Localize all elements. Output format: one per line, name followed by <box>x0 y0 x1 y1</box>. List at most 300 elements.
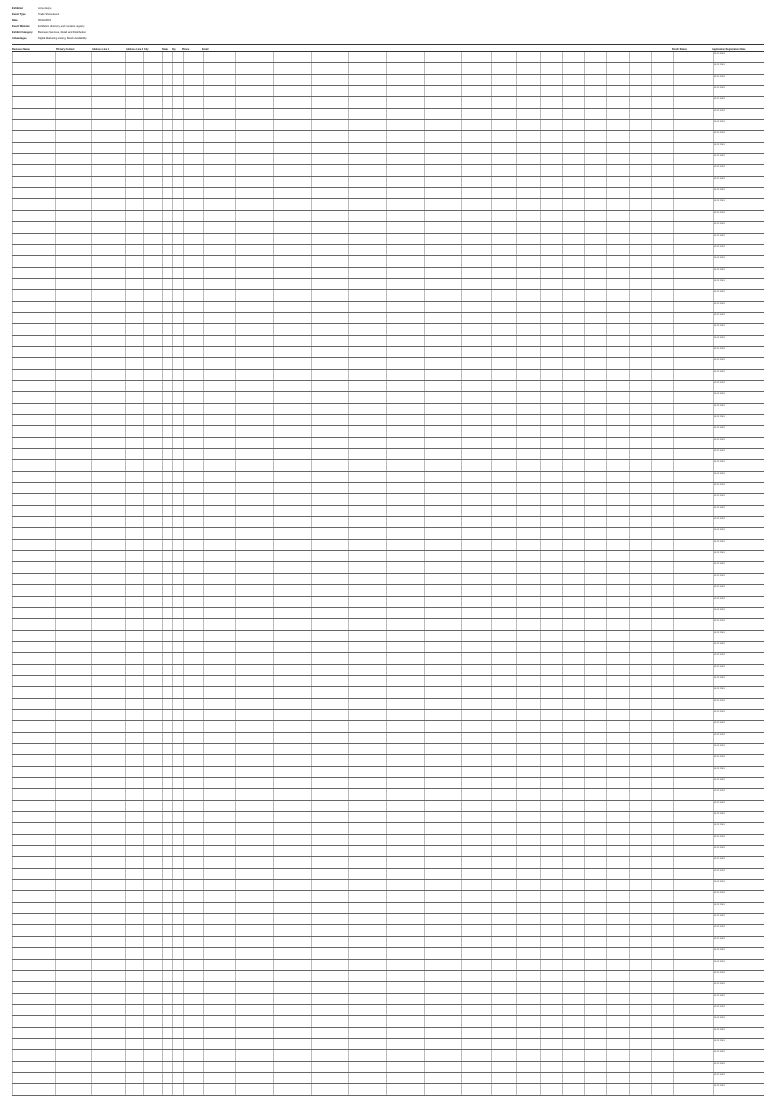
table-cell[interactable] <box>55 619 91 629</box>
table-row[interactable] <box>12 562 764 573</box>
table-cell[interactable] <box>584 131 606 141</box>
table-cell[interactable] <box>235 733 273 743</box>
table-cell[interactable] <box>424 426 462 436</box>
table-cell[interactable] <box>540 994 562 1004</box>
table-cell[interactable]: 09.12.2019 <box>713 86 764 96</box>
table-cell[interactable] <box>606 540 628 550</box>
table-cell[interactable] <box>235 937 273 947</box>
table-cell[interactable] <box>461 699 491 709</box>
table-cell[interactable] <box>606 574 628 584</box>
table-cell[interactable] <box>125 415 143 425</box>
table-cell[interactable] <box>162 63 173 73</box>
table-cell[interactable] <box>183 472 203 482</box>
table-cell[interactable] <box>55 801 91 811</box>
table-cell[interactable] <box>273 381 311 391</box>
table-cell[interactable] <box>12 540 55 550</box>
table-cell[interactable] <box>424 324 462 334</box>
table-row[interactable] <box>12 143 764 154</box>
table-cell[interactable] <box>629 302 651 312</box>
table-cell[interactable] <box>143 1039 161 1049</box>
table-row[interactable] <box>12 517 764 528</box>
table-cell[interactable] <box>162 199 173 209</box>
table-cell[interactable] <box>311 857 349 867</box>
table-cell[interactable] <box>143 97 161 107</box>
table-cell[interactable] <box>273 494 311 504</box>
table-cell[interactable] <box>673 789 713 799</box>
table-cell[interactable] <box>348 52 386 62</box>
table-cell[interactable] <box>183 835 203 845</box>
table-cell[interactable] <box>162 755 173 765</box>
table-cell[interactable] <box>162 97 173 107</box>
table-cell[interactable] <box>183 710 203 720</box>
table-cell[interactable] <box>673 472 713 482</box>
table-cell[interactable] <box>629 835 651 845</box>
table-cell[interactable] <box>172 234 183 244</box>
table-cell[interactable]: 09.12.2019 <box>713 358 764 368</box>
table-cell[interactable] <box>540 381 562 391</box>
table-cell[interactable] <box>203 120 235 130</box>
table-cell[interactable] <box>424 857 462 867</box>
table-cell[interactable] <box>562 494 584 504</box>
table-cell[interactable] <box>540 143 562 153</box>
table-cell[interactable] <box>183 188 203 198</box>
table-cell[interactable] <box>673 835 713 845</box>
table-cell[interactable] <box>651 188 673 198</box>
table-cell[interactable] <box>162 109 173 119</box>
column-header[interactable]: City <box>144 48 149 51</box>
table-cell[interactable] <box>91 676 125 686</box>
table-cell[interactable] <box>172 483 183 493</box>
table-cell[interactable] <box>461 302 491 312</box>
table-cell[interactable] <box>143 109 161 119</box>
table-cell[interactable] <box>12 268 55 278</box>
table-cell[interactable] <box>461 404 491 414</box>
table-cell[interactable]: 09.12.2019 <box>713 778 764 788</box>
table-cell[interactable] <box>55 755 91 765</box>
table-cell[interactable] <box>629 1050 651 1060</box>
table-cell[interactable] <box>491 245 515 255</box>
table-cell[interactable]: 09.12.2019 <box>713 222 764 232</box>
table-cell[interactable] <box>540 631 562 641</box>
table-cell[interactable] <box>584 1073 606 1083</box>
table-cell[interactable] <box>91 392 125 402</box>
table-cell[interactable] <box>491 1062 515 1072</box>
table-cell[interactable] <box>203 86 235 96</box>
table-cell[interactable] <box>172 222 183 232</box>
table-cell[interactable] <box>91 347 125 357</box>
table-cell[interactable] <box>606 631 628 641</box>
table-cell[interactable] <box>584 222 606 232</box>
table-cell[interactable] <box>143 631 161 641</box>
table-cell[interactable] <box>584 994 606 1004</box>
table-cell[interactable] <box>562 506 584 516</box>
table-cell[interactable]: 09.12.2019 <box>713 562 764 572</box>
table-cell[interactable] <box>424 789 462 799</box>
table-cell[interactable] <box>143 1050 161 1060</box>
table-cell[interactable] <box>516 903 540 913</box>
table-cell[interactable] <box>125 324 143 334</box>
table-cell[interactable] <box>629 574 651 584</box>
table-cell[interactable]: 09.12.2019 <box>713 676 764 686</box>
table-cell[interactable] <box>461 517 491 527</box>
table-cell[interactable] <box>491 631 515 641</box>
table-cell[interactable] <box>562 222 584 232</box>
table-cell[interactable] <box>386 880 424 890</box>
table-cell[interactable] <box>203 891 235 901</box>
table-cell[interactable] <box>203 767 235 777</box>
table-cell[interactable] <box>183 268 203 278</box>
table-cell[interactable] <box>143 245 161 255</box>
table-cell[interactable] <box>562 687 584 697</box>
table-cell[interactable] <box>143 891 161 901</box>
table-cell[interactable] <box>461 653 491 663</box>
table-cell[interactable] <box>235 1084 273 1094</box>
table-cell[interactable] <box>584 358 606 368</box>
table-cell[interactable] <box>235 245 273 255</box>
table-cell[interactable] <box>424 494 462 504</box>
table-cell[interactable] <box>203 789 235 799</box>
table-cell[interactable] <box>172 188 183 198</box>
table-cell[interactable]: 09.12.2019 <box>713 846 764 856</box>
table-cell[interactable] <box>273 1084 311 1094</box>
table-cell[interactable] <box>491 562 515 572</box>
table-cell[interactable] <box>629 676 651 686</box>
table-cell[interactable] <box>562 336 584 346</box>
table-cell[interactable] <box>143 767 161 777</box>
table-cell[interactable] <box>540 302 562 312</box>
table-cell[interactable] <box>386 937 424 947</box>
table-cell[interactable]: 09.12.2019 <box>713 812 764 822</box>
table-cell[interactable]: 09.12.2019 <box>713 699 764 709</box>
table-row[interactable] <box>12 97 764 108</box>
table-cell[interactable] <box>629 721 651 731</box>
table-cell[interactable] <box>673 86 713 96</box>
table-cell[interactable] <box>424 1039 462 1049</box>
table-cell[interactable] <box>12 676 55 686</box>
table-cell[interactable] <box>125 676 143 686</box>
table-cell[interactable] <box>235 143 273 153</box>
table-cell[interactable] <box>311 404 349 414</box>
table-cell[interactable]: 09.12.2019 <box>713 290 764 300</box>
table-cell[interactable] <box>125 211 143 221</box>
table-cell[interactable] <box>203 960 235 970</box>
table-cell[interactable] <box>172 585 183 595</box>
table-cell[interactable] <box>491 925 515 935</box>
table-cell[interactable] <box>311 528 349 538</box>
table-cell[interactable] <box>651 109 673 119</box>
table-cell[interactable] <box>172 256 183 266</box>
table-cell[interactable] <box>562 812 584 822</box>
table-cell[interactable] <box>562 120 584 130</box>
table-cell[interactable] <box>540 653 562 663</box>
table-cell[interactable] <box>562 789 584 799</box>
table-cell[interactable] <box>143 222 161 232</box>
table-cell[interactable] <box>235 755 273 765</box>
table-cell[interactable] <box>12 472 55 482</box>
table-cell[interactable] <box>424 891 462 901</box>
table-cell[interactable] <box>273 199 311 209</box>
table-cell[interactable] <box>673 1005 713 1015</box>
table-cell[interactable] <box>162 619 173 629</box>
table-cell[interactable] <box>461 245 491 255</box>
table-cell[interactable] <box>273 801 311 811</box>
table-cell[interactable] <box>203 880 235 890</box>
table-cell[interactable] <box>91 540 125 550</box>
table-cell[interactable] <box>461 506 491 516</box>
table-cell[interactable] <box>143 608 161 618</box>
table-cell[interactable] <box>673 347 713 357</box>
table-cell[interactable] <box>461 528 491 538</box>
table-cell[interactable] <box>12 256 55 266</box>
table-cell[interactable] <box>562 925 584 935</box>
table-cell[interactable]: 09.12.2019 <box>713 608 764 618</box>
table-cell[interactable] <box>125 755 143 765</box>
table-cell[interactable] <box>91 449 125 459</box>
table-cell[interactable] <box>606 653 628 663</box>
table-cell[interactable] <box>143 188 161 198</box>
table-cell[interactable] <box>143 165 161 175</box>
table-row[interactable] <box>12 302 764 313</box>
table-cell[interactable] <box>311 506 349 516</box>
table-row[interactable] <box>12 392 764 403</box>
table-cell[interactable] <box>348 268 386 278</box>
table-cell[interactable] <box>143 528 161 538</box>
table-cell[interactable] <box>55 665 91 675</box>
table-cell[interactable] <box>651 869 673 879</box>
table-cell[interactable] <box>311 631 349 641</box>
table-cell[interactable] <box>348 211 386 221</box>
table-cell[interactable] <box>55 313 91 323</box>
table-cell[interactable] <box>491 676 515 686</box>
table-cell[interactable] <box>540 256 562 266</box>
table-cell[interactable] <box>606 392 628 402</box>
table-cell[interactable] <box>172 801 183 811</box>
table-cell[interactable] <box>651 506 673 516</box>
table-cell[interactable] <box>235 699 273 709</box>
table-cell[interactable] <box>386 982 424 992</box>
table-cell[interactable] <box>12 597 55 607</box>
table-cell[interactable] <box>143 426 161 436</box>
table-cell[interactable] <box>386 290 424 300</box>
table-cell[interactable] <box>311 653 349 663</box>
table-cell[interactable]: 09.12.2019 <box>713 97 764 107</box>
table-cell[interactable] <box>540 869 562 879</box>
table-cell[interactable] <box>562 846 584 856</box>
table-cell[interactable] <box>203 551 235 561</box>
table-cell[interactable] <box>273 268 311 278</box>
table-cell[interactable] <box>673 1073 713 1083</box>
table-cell[interactable] <box>12 86 55 96</box>
table-cell[interactable] <box>540 63 562 73</box>
table-cell[interactable] <box>516 324 540 334</box>
table-cell[interactable] <box>311 869 349 879</box>
table-cell[interactable] <box>172 1050 183 1060</box>
table-cell[interactable] <box>673 994 713 1004</box>
table-cell[interactable] <box>651 75 673 85</box>
table-cell[interactable] <box>203 699 235 709</box>
table-cell[interactable] <box>125 245 143 255</box>
table-cell[interactable] <box>273 585 311 595</box>
table-cell[interactable] <box>12 460 55 470</box>
table-cell[interactable] <box>348 63 386 73</box>
table-cell[interactable] <box>162 744 173 754</box>
table-cell[interactable] <box>183 120 203 130</box>
table-cell[interactable] <box>55 234 91 244</box>
table-cell[interactable] <box>584 1084 606 1094</box>
table-cell[interactable] <box>91 562 125 572</box>
table-cell[interactable] <box>172 767 183 777</box>
table-cell[interactable] <box>516 199 540 209</box>
table-cell[interactable] <box>348 914 386 924</box>
table-cell[interactable] <box>424 835 462 845</box>
table-cell[interactable] <box>172 97 183 107</box>
table-cell[interactable] <box>673 336 713 346</box>
table-cell[interactable] <box>562 290 584 300</box>
table-cell[interactable] <box>55 1039 91 1049</box>
table-cell[interactable] <box>12 494 55 504</box>
table-cell[interactable] <box>461 642 491 652</box>
table-cell[interactable] <box>311 982 349 992</box>
table-cell[interactable] <box>273 472 311 482</box>
table-row[interactable] <box>12 460 764 471</box>
table-cell[interactable] <box>162 165 173 175</box>
table-cell[interactable]: 09.12.2019 <box>713 1084 764 1094</box>
table-cell[interactable] <box>562 97 584 107</box>
table-cell[interactable] <box>172 120 183 130</box>
table-cell[interactable] <box>673 597 713 607</box>
table-cell[interactable] <box>516 494 540 504</box>
table-cell[interactable] <box>562 903 584 913</box>
table-cell[interactable] <box>172 438 183 448</box>
table-cell[interactable] <box>540 971 562 981</box>
table-cell[interactable] <box>273 313 311 323</box>
table-cell[interactable] <box>584 528 606 538</box>
table-cell[interactable] <box>235 86 273 96</box>
table-cell[interactable] <box>172 52 183 62</box>
table-cell[interactable] <box>629 392 651 402</box>
table-cell[interactable] <box>562 449 584 459</box>
table-cell[interactable] <box>12 222 55 232</box>
table-cell[interactable] <box>143 574 161 584</box>
table-cell[interactable] <box>12 767 55 777</box>
table-cell[interactable] <box>125 914 143 924</box>
table-cell[interactable] <box>172 994 183 1004</box>
table-cell[interactable] <box>562 585 584 595</box>
table-cell[interactable] <box>386 165 424 175</box>
table-cell[interactable] <box>348 608 386 618</box>
table-cell[interactable] <box>91 234 125 244</box>
table-cell[interactable] <box>125 1039 143 1049</box>
table-cell[interactable] <box>12 506 55 516</box>
table-cell[interactable] <box>516 994 540 1004</box>
table-cell[interactable] <box>673 687 713 697</box>
table-cell[interactable] <box>562 165 584 175</box>
table-cell[interactable] <box>629 528 651 538</box>
table-cell[interactable] <box>584 1005 606 1015</box>
table-cell[interactable] <box>143 177 161 187</box>
table-cell[interactable] <box>12 63 55 73</box>
table-cell[interactable] <box>516 699 540 709</box>
table-cell[interactable] <box>273 165 311 175</box>
table-cell[interactable] <box>673 245 713 255</box>
table-cell[interactable] <box>651 347 673 357</box>
table-cell[interactable] <box>461 835 491 845</box>
table-cell[interactable] <box>235 177 273 187</box>
table-cell[interactable] <box>516 234 540 244</box>
table-cell[interactable] <box>673 494 713 504</box>
table-cell[interactable] <box>651 733 673 743</box>
table-cell[interactable] <box>516 755 540 765</box>
table-cell[interactable] <box>172 1039 183 1049</box>
table-cell[interactable] <box>348 75 386 85</box>
table-cell[interactable] <box>55 222 91 232</box>
table-cell[interactable] <box>673 279 713 289</box>
table-cell[interactable] <box>491 857 515 867</box>
table-cell[interactable] <box>91 324 125 334</box>
table-cell[interactable] <box>540 1062 562 1072</box>
table-cell[interactable] <box>125 551 143 561</box>
table-cell[interactable] <box>424 392 462 402</box>
table-cell[interactable] <box>461 426 491 436</box>
table-cell[interactable] <box>562 631 584 641</box>
table-cell[interactable] <box>125 290 143 300</box>
table-cell[interactable] <box>162 336 173 346</box>
table-cell[interactable] <box>12 234 55 244</box>
table-cell[interactable] <box>125 665 143 675</box>
table-cell[interactable] <box>629 699 651 709</box>
table-cell[interactable] <box>125 165 143 175</box>
table-cell[interactable] <box>12 211 55 221</box>
table-cell[interactable] <box>162 1062 173 1072</box>
table-cell[interactable] <box>673 290 713 300</box>
table-cell[interactable] <box>55 506 91 516</box>
table-cell[interactable] <box>424 472 462 482</box>
table-cell[interactable] <box>55 846 91 856</box>
table-cell[interactable] <box>584 506 606 516</box>
table-cell[interactable] <box>424 653 462 663</box>
table-cell[interactable] <box>162 177 173 187</box>
table-cell[interactable] <box>673 109 713 119</box>
table-cell[interactable] <box>162 994 173 1004</box>
table-cell[interactable] <box>629 472 651 482</box>
table-cell[interactable] <box>125 75 143 85</box>
table-cell[interactable] <box>203 721 235 731</box>
table-cell[interactable] <box>651 86 673 96</box>
table-cell[interactable] <box>172 914 183 924</box>
table-cell[interactable] <box>673 721 713 731</box>
table-cell[interactable] <box>673 63 713 73</box>
table-cell[interactable] <box>183 1062 203 1072</box>
table-cell[interactable] <box>562 358 584 368</box>
table-cell[interactable] <box>629 517 651 527</box>
table-cell[interactable] <box>651 767 673 777</box>
table-cell[interactable] <box>461 143 491 153</box>
table-cell[interactable] <box>651 528 673 538</box>
table-row[interactable] <box>12 1016 764 1027</box>
table-cell[interactable] <box>203 710 235 720</box>
table-cell[interactable] <box>143 268 161 278</box>
table-row[interactable] <box>12 642 764 653</box>
table-cell[interactable] <box>562 880 584 890</box>
table-cell[interactable] <box>491 699 515 709</box>
table-cell[interactable] <box>203 483 235 493</box>
table-cell[interactable] <box>162 483 173 493</box>
table-cell[interactable] <box>55 903 91 913</box>
table-cell[interactable] <box>651 1028 673 1038</box>
table-cell[interactable] <box>386 1039 424 1049</box>
table-cell[interactable] <box>562 268 584 278</box>
table-cell[interactable] <box>651 880 673 890</box>
